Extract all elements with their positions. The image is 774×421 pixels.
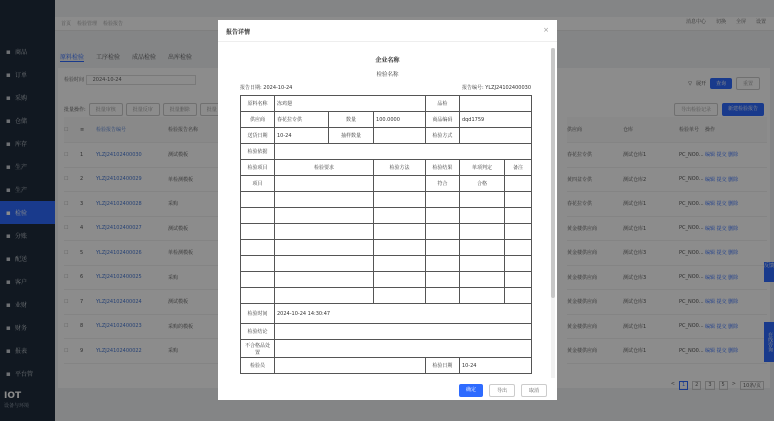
row-checkbox[interactable]: ☐ (64, 225, 69, 232)
method-header: 检验方法 (374, 160, 426, 176)
row-supplier: 黄四盆专供 (567, 176, 593, 183)
row-number: 5 (80, 249, 84, 256)
export-button[interactable]: 导出 (489, 384, 515, 397)
row-name: 采购 (168, 274, 179, 281)
inspector-value (275, 358, 426, 374)
expand-button[interactable]: 展开 (695, 81, 706, 87)
warehouse-icon: ▪ (6, 116, 11, 125)
money-icon: ▪ (6, 323, 11, 332)
page-3[interactable]: 3 (705, 381, 714, 390)
box-icon: ▪ (6, 139, 11, 148)
sidebar-item-label: 生产 (15, 187, 28, 194)
settings-button[interactable]: 设置 (755, 19, 766, 25)
report-number-label: 报告编号: (461, 85, 484, 91)
row-checkbox[interactable]: ☐ (64, 323, 69, 330)
item-cell: 项目 (241, 176, 275, 192)
judgement-cell: 合格 (459, 176, 504, 192)
row-supplier: 黄金楼供应商 (567, 299, 598, 306)
create-report-button[interactable]: 新建检验报告 (722, 103, 764, 116)
row-number: 8 (80, 323, 84, 330)
row-po: PC_NO0... (679, 200, 704, 207)
row-warehouse: 测试仓库1 (623, 323, 647, 330)
row-po: PC_NO0... (679, 249, 704, 256)
date-range-input[interactable]: 2024-10-24 (86, 75, 196, 85)
row-warehouse: 测试仓库3 (623, 250, 647, 257)
sidebar-item-label: 报表 (15, 348, 28, 355)
product-code-value: dqd1759 (459, 112, 531, 128)
row-number: 1 (80, 151, 84, 158)
sample-qty-value (374, 128, 426, 144)
tab-finished[interactable]: 成品检验 (132, 54, 157, 61)
sidebar-item-label: 平台管 (15, 371, 34, 378)
sidebar-item-label: 配送 (15, 256, 28, 263)
fullscreen-button[interactable]: 全屏 (735, 19, 746, 25)
message-center[interactable]: 消息中心 (685, 19, 706, 25)
row-po: PC_NO0... (679, 323, 704, 330)
basis-value (275, 144, 532, 160)
row-code-link[interactable]: YLZJ24102400028 (96, 200, 142, 207)
quality-label: 品检 (425, 96, 459, 112)
basis-label: 检验依据 (241, 144, 275, 160)
row-checkbox[interactable]: ☐ (64, 298, 69, 305)
row-warehouse: 测试仓库1 (623, 225, 647, 232)
row-name: 测试模板 (168, 299, 189, 306)
report-detail-modal (218, 20, 557, 400)
disposal-value (275, 340, 532, 358)
row-warehouse: 测试仓库2 (623, 176, 647, 183)
row-code-link[interactable]: YLZJ24102400022 (96, 347, 142, 354)
sidebar-item-label: 采购 (15, 95, 28, 102)
select-all-checkbox[interactable]: ☐ (64, 126, 69, 133)
report-date-label: 报告日期: (240, 85, 262, 91)
online-consult-tab[interactable]: 在线咨询 (764, 322, 774, 362)
row-checkbox[interactable]: ☐ (64, 347, 69, 354)
platform-icon: ▪ (6, 369, 11, 378)
supplier-label: 供应商 (241, 112, 275, 128)
order-icon: ▪ (6, 70, 11, 79)
sidebar-item-label: 仓储 (15, 118, 28, 125)
chart-icon: ▪ (6, 346, 11, 355)
sidebar-item-label: 库存 (15, 141, 28, 148)
row-checkbox[interactable]: ☐ (64, 151, 69, 158)
row-actions[interactable]: 编辑 提交 删除 (705, 323, 739, 330)
export-records-button[interactable]: 导出检验记录 (674, 103, 718, 116)
sidebar-item-label: 商品 (15, 49, 28, 56)
row-warehouse: 测试仓库1 (623, 152, 647, 159)
row-name: 测试模板 (168, 152, 189, 159)
sidebar-item-label: 财务 (15, 325, 28, 332)
row-code-link[interactable]: YLZJ24102400024 (96, 298, 142, 305)
row-code-link[interactable]: YLZJ24102400026 (96, 249, 142, 256)
cart-icon: ▪ (6, 93, 11, 102)
row-po: PC_NO0... (679, 347, 704, 354)
delivery-date-label: 送货日期 (241, 128, 275, 144)
header-name: 检验报告名称 (168, 127, 199, 133)
prev-page-button[interactable]: < (670, 381, 675, 387)
next-page-button[interactable]: > (731, 381, 736, 387)
row-name: 单检测模板 (168, 250, 194, 257)
company-name: 企业名称 (375, 57, 400, 64)
conclusion-label: 检验结论 (241, 324, 275, 340)
row-po: PC_NO0... (679, 151, 704, 158)
tab-raw-material[interactable]: 原料检验 (60, 54, 85, 61)
report-date-value: 2024-10-24 (263, 85, 293, 91)
batch-unapprove-button[interactable]: 批量反审 (126, 103, 160, 116)
inspect-time-value: 2024-10-24 14:30:47 (275, 304, 532, 324)
inspector-label: 检验员 (241, 358, 275, 374)
inspect-method-label: 检验方式 (425, 128, 459, 144)
inspect-date-value: 10-24 (459, 358, 531, 374)
row-number: 6 (80, 274, 84, 281)
row-number: 2 (80, 176, 84, 183)
row-number: 4 (80, 225, 84, 232)
row-checkbox[interactable]: ☐ (64, 249, 69, 256)
tab-outbound[interactable]: 出库检验 (168, 54, 193, 61)
quantity-label: 数量 (329, 112, 374, 128)
feedback-tab[interactable]: 反馈 (764, 262, 774, 282)
item-header: 检验项目 (241, 160, 275, 176)
header-warehouse: 仓库 (623, 127, 634, 133)
header-ops: 操作 (705, 127, 716, 133)
conclusion-value (275, 324, 532, 340)
row-warehouse: 测试仓库3 (623, 299, 647, 306)
remark-header: 备注 (504, 160, 531, 176)
row-supplier: 黄金楼供应商 (567, 250, 598, 257)
row-actions[interactable]: 编辑 提交 删除 (705, 201, 739, 208)
row-supplier: 黄金楼供应商 (567, 225, 598, 232)
row-actions[interactable]: 编辑 提交 删除 (705, 152, 739, 159)
header-code: 检验报告编号 (96, 127, 127, 133)
page-1[interactable]: 1 (679, 381, 688, 390)
modal-scrollbar-thumb[interactable] (551, 48, 555, 298)
row-checkbox[interactable]: ☐ (64, 200, 69, 207)
row-supplier: 黄金楼供应商 (567, 323, 598, 330)
report-date (240, 84, 292, 91)
iot-title: IOT (4, 391, 22, 401)
sidebar-item-label: 客户 (15, 279, 28, 286)
result-header: 检验结果 (425, 160, 459, 176)
filter-icon[interactable]: ▽ (688, 80, 692, 87)
quality-value (459, 96, 531, 112)
sidebar-item-label: 订单 (15, 72, 28, 79)
row-code-link[interactable]: YLZJ24102400025 (96, 274, 142, 281)
filter-label: 检验时间 (64, 77, 85, 83)
row-code-link[interactable]: YLZJ24102400029 (96, 176, 142, 183)
row-name: 单检测模板 (168, 176, 194, 183)
report-grid (240, 95, 532, 374)
material-name-value: 冻鸡翅 (275, 96, 426, 112)
batch-approve-button[interactable]: 批量审核 (89, 103, 123, 116)
modal-title: 报告详情 (226, 29, 251, 36)
row-code-link[interactable]: YLZJ24102400027 (96, 225, 142, 232)
row-actions[interactable]: 编辑 提交 删除 (705, 225, 739, 232)
search-button[interactable]: 查询 (710, 78, 732, 89)
inspection-name: 检验名称 (376, 72, 399, 78)
product-code-label: 商品编码 (425, 112, 459, 128)
sidebar-item-label: 业财 (15, 302, 28, 309)
report-number-value: YLZJ24102400030 (485, 85, 531, 91)
row-checkbox[interactable]: ☐ (64, 274, 69, 281)
grid-icon: ▪ (6, 47, 11, 56)
sidebar-item-label: 生产 (15, 164, 28, 171)
truck-icon: ▪ (6, 254, 11, 263)
switch-button[interactable]: 切换 (715, 19, 726, 25)
empty-grid-row (241, 240, 532, 256)
row-po: PC_NO0... (679, 298, 704, 305)
row-number: 7 (80, 298, 84, 305)
disposal-label: 不合格品处置 (241, 340, 275, 358)
row-name: 采购的模板 (168, 323, 194, 330)
tab-process[interactable]: 工序检验 (96, 54, 121, 61)
confirm-button[interactable]: 确定 (459, 384, 483, 397)
factory-icon: ▪ (6, 185, 11, 194)
row-supplier: 春花拉专供 (567, 152, 593, 159)
page-5[interactable]: 5 (719, 381, 728, 390)
row-actions[interactable]: 编辑 提交 删除 (705, 250, 739, 257)
supplier-value: 春花拉专供 (275, 112, 329, 128)
row-supplier: 黄金楼供应商 (567, 348, 598, 355)
batch-delete-button[interactable]: 批量删除 (163, 103, 197, 116)
row-checkbox[interactable]: ☐ (64, 176, 69, 183)
inspect-time-label: 检验时间 (241, 304, 275, 324)
row-warehouse: 测试仓库1 (623, 348, 647, 355)
iot-subtitle: 设备与环境 (4, 403, 30, 409)
row-name: 采购 (168, 348, 179, 355)
row-warehouse: 测试仓库1 (623, 201, 647, 208)
empty-grid-row (241, 256, 532, 272)
sidebar-item-label: 分账 (15, 233, 28, 240)
remark-cell (504, 176, 531, 192)
batch-label: 批量操作: (64, 107, 86, 113)
page-2[interactable]: 2 (692, 381, 701, 390)
user-icon: ▪ (6, 277, 11, 286)
row-actions[interactable]: 编辑 提交 删除 (705, 176, 739, 183)
row-name: 测试模板 (168, 225, 189, 232)
report-number (462, 84, 531, 91)
breadcrumb-report[interactable]: 检验报告 (103, 21, 124, 27)
requirement-header: 检验要求 (275, 160, 374, 176)
sidebar-item-label: 检验 (15, 210, 28, 217)
menu-icon[interactable]: ≡ (80, 126, 85, 133)
row-po: PC_NO0... (679, 176, 704, 183)
row-code-link[interactable]: YLZJ24102400023 (96, 323, 142, 330)
delivery-date-value: 10-24 (275, 128, 329, 144)
header-supplier: 供应商 (567, 127, 583, 133)
row-supplier: 春花拉专供 (567, 201, 593, 208)
empty-grid-row (241, 272, 532, 288)
row-name: 采购 (168, 201, 179, 208)
factory-icon: ▪ (6, 162, 11, 171)
inspect-method-value (459, 128, 531, 144)
empty-grid-row (241, 208, 532, 224)
breadcrumb-inspection[interactable]: 检验管理 (77, 21, 98, 27)
split-icon: ▪ (6, 231, 11, 240)
row-supplier: 黄金楼供应商 (567, 274, 598, 281)
sample-qty-label: 抽样数量 (329, 128, 374, 144)
finance-icon: ▪ (6, 300, 11, 309)
row-number: 3 (80, 200, 84, 207)
row-po: PC_NO0... (679, 274, 704, 281)
row-actions[interactable]: 编辑 提交 删除 (705, 299, 739, 306)
result-cell: 符合 (425, 176, 459, 192)
close-icon[interactable]: × (543, 26, 549, 34)
empty-grid-row (241, 288, 532, 304)
row-actions[interactable]: 编辑 提交 删除 (705, 348, 739, 355)
page-size-select[interactable]: 10条/页 (740, 381, 764, 390)
batch-more-button[interactable]: 批量 (200, 103, 224, 116)
row-number: 9 (80, 347, 84, 354)
row-po: PC_NO0... (679, 225, 704, 232)
method-cell (374, 176, 426, 192)
judgement-header: 单项判定 (459, 160, 504, 176)
material-name-label: 原料名称 (241, 96, 275, 112)
inspect-date-label: 检验日期 (425, 358, 459, 374)
header-po: 检验单号 (679, 127, 700, 133)
breadcrumb-home[interactable]: 首页 (61, 21, 72, 27)
row-actions[interactable]: 编辑 提交 删除 (705, 274, 739, 281)
empty-grid-row (241, 224, 532, 240)
modal-header (218, 20, 557, 42)
row-warehouse: 测试仓库3 (623, 274, 647, 281)
requirement-cell (275, 176, 374, 192)
shield-icon: ▪ (6, 208, 11, 217)
cancel-button[interactable]: 取消 (521, 384, 547, 397)
empty-grid-row (241, 192, 532, 208)
row-code-link[interactable]: YLZJ24102400030 (96, 151, 142, 158)
quantity-value: 100.0000 (374, 112, 426, 128)
reset-button[interactable]: 重置 (736, 77, 760, 90)
modal-footer (459, 384, 547, 397)
